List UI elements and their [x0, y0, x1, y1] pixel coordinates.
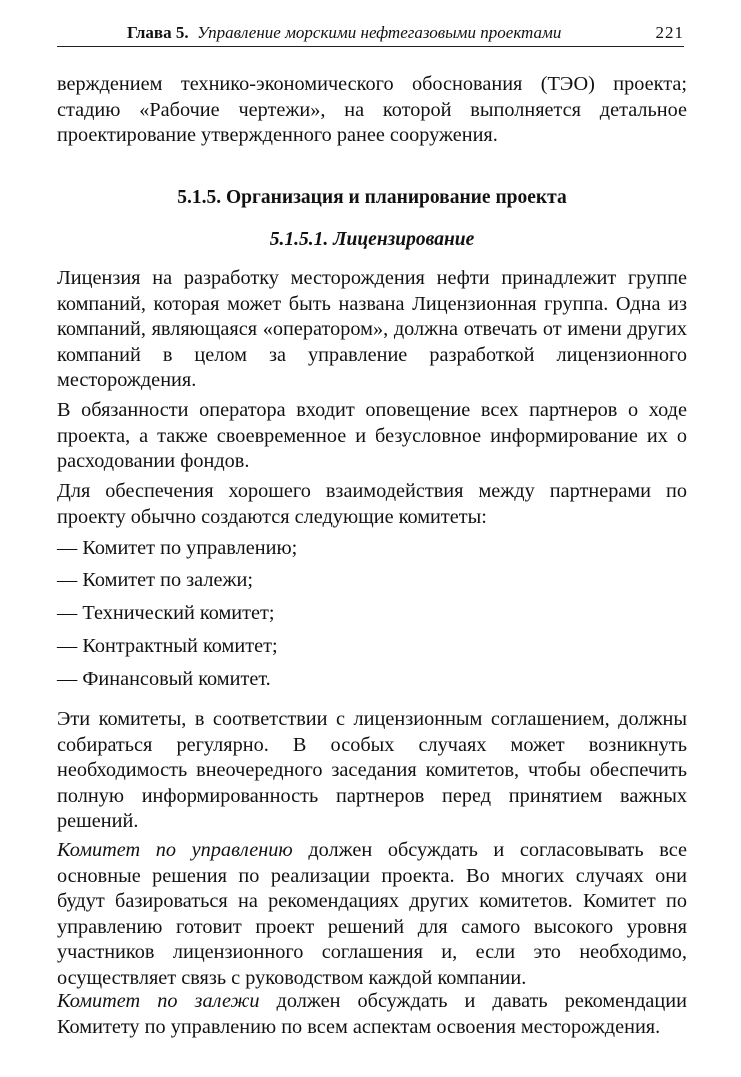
paragraph-committees-intro-text: Для обеспечения хорошего взаимодействия между партнерами по проекту обычно создаются следующие комитеты:	[57, 480, 687, 528]
management-committee-description: должен обсуждать и согласовывать все основные решения по реализации проекта. Во многих случаях они будут базироваться на рекомендациях других комитетов. Комитет по управлению готовит проект решений для самого высокого уровня участников лицензионного соглашения и, если это необходимо, осуществляет связь с руководством каждой компании.	[57, 839, 687, 989]
chapter-running-title	[127, 22, 561, 44]
committee-list-item: — Комитет по управлению;	[57, 537, 298, 559]
paragraph-management-committee	[57, 838, 687, 991]
committee-list-item: — Комитет по залежи;	[57, 569, 253, 591]
committee-list-item: — Технический комитет;	[57, 602, 275, 624]
chapter-label: Глава 5.	[127, 23, 189, 42]
reservoir-committee-term: Комитет по залежи	[57, 990, 260, 1012]
management-committee-term: Комитет по управлению	[57, 839, 293, 861]
paragraph-license	[57, 266, 687, 394]
paragraph-committees-intro	[57, 479, 687, 530]
page-number: 221	[655, 23, 684, 42]
section-heading: 5.1.5. Организация и планирование проекта	[177, 187, 567, 208]
subsection-heading: 5.1.5.1. Лицензирование	[269, 229, 475, 250]
running-head	[57, 22, 684, 47]
committee-list-item: — Финансовый комитет.	[57, 668, 271, 690]
paragraph-meetings	[57, 707, 687, 835]
paragraph-license-text: Лицензия на разработку месторождения нефти принадлежит группе компаний, которая может быть названа Лицензионная группа. Одна из компаний, являющаяся «оператором», должна отвечать от имени других компаний в целом за управление разработкой лицензионного месторождения.	[57, 267, 687, 391]
reservoir-committee-description: должен обсуждать и давать рекомендации Комитету по управлению по всем аспектам освоения месторождения.	[57, 990, 687, 1038]
intro-paragraph-text: верждением технико-экономического обоснования (ТЭО) проекта; стадию «Рабочие чертежи», на которой выполняется детальное проектирование утвержденного ранее сооружения.	[57, 73, 687, 146]
paragraph-reservoir-committee-text	[57, 989, 687, 1040]
paragraph-reservoir-committee	[57, 989, 687, 1040]
paragraph-management-committee-text	[57, 838, 687, 991]
paragraph-operator-duties-text: В обязанности оператора входит оповещение всех партнеров о ходе проекта, а также своевременное и безусловное информирование их о расходовании фондов.	[57, 399, 687, 472]
intro-paragraph	[57, 72, 687, 149]
committee-list-item: — Контрактный комитет;	[57, 635, 278, 657]
paragraph-meetings-text: Эти комитеты, в соответствии с лицензионным соглашением, должны собираться регулярно. В особых случаях может возникнуть необходимость внеочередного заседания комитетов, чтобы обеспечить полную информированность партнеров перед принятием важных решений.	[57, 708, 687, 832]
paragraph-operator-duties	[57, 398, 687, 475]
chapter-title: Управление морскими нефтегазовыми проектами	[197, 23, 562, 42]
